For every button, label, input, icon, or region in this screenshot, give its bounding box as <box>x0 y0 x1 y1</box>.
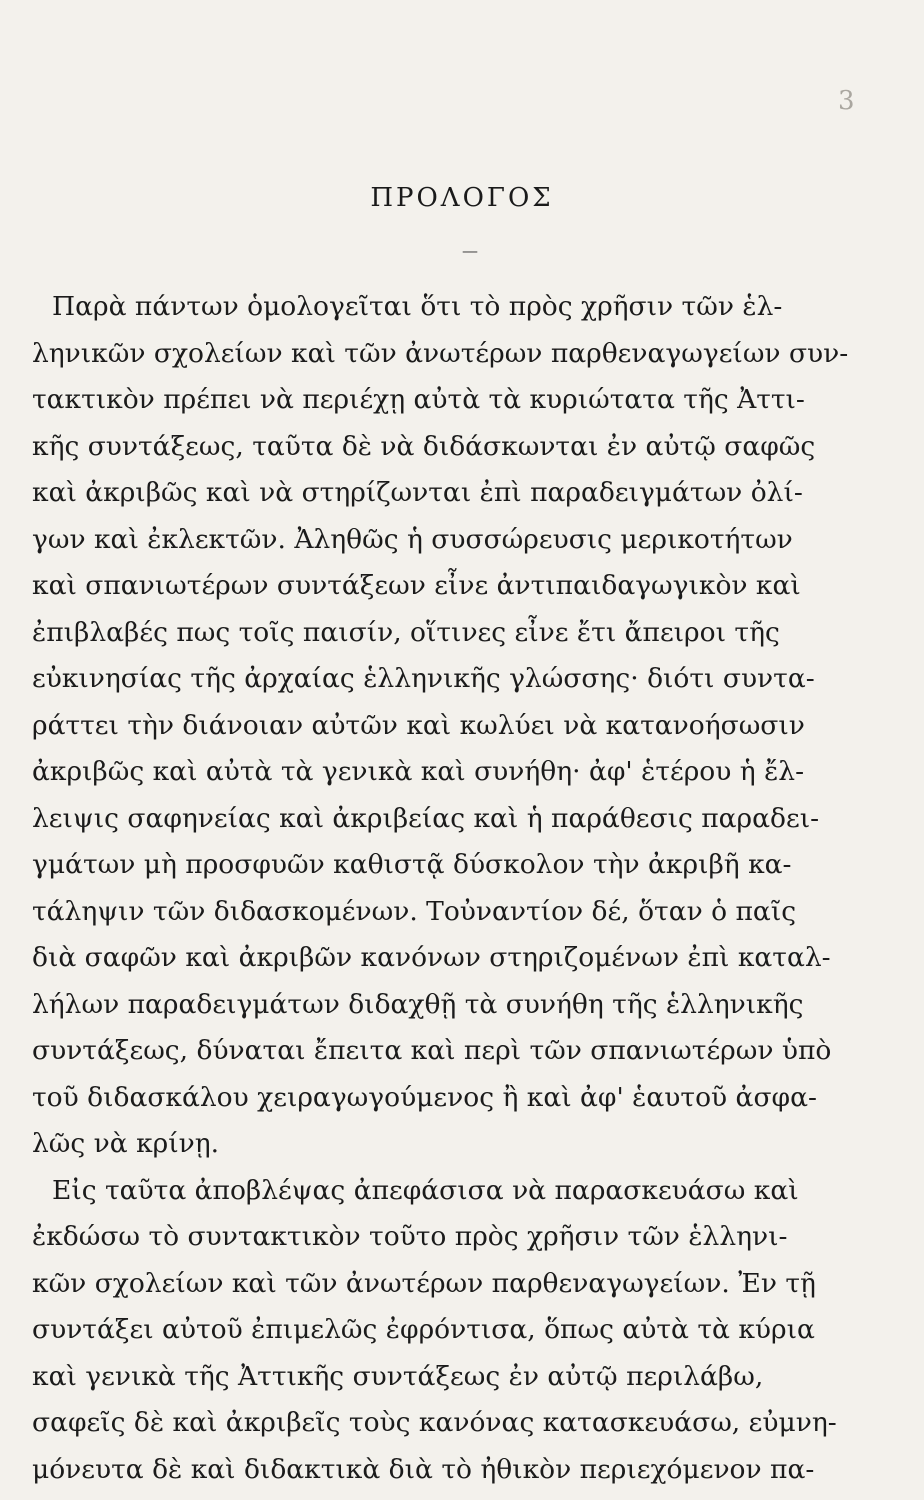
text-line: καὶ σπανιωτέρων συντάξεων εἶνε ἀντιπαιδαγωγικὸν καὶ <box>32 570 801 601</box>
text-line: συντάξεως, δύναται ἔπειτα καὶ περὶ τῶν σπανιωτέρων ὑπὸ <box>32 1035 832 1066</box>
text-line: ἀκριβῶς καὶ αὐτὰ τὰ γενικὰ καὶ συνήθη· ἀφ' ἑτέρου ἡ ἔλ- <box>32 756 805 787</box>
text-line: Παρὰ πάντων ὁμολογεῖται ὅτι τὸ πρὸς χρῆσιν τῶν ἑλ- <box>52 291 783 322</box>
text-line: λειψις σαφηνείας καὶ ἀκριβείας καὶ ἡ παράθεσις παραδει- <box>32 803 820 834</box>
text-line: διὰ σαφῶν καὶ ἀκριβῶν κανόνων στηριζομένων ἐπὶ καταλ- <box>32 942 831 973</box>
text-line: συντάξει αὐτοῦ ἐπιμελῶς ἐφρόντισα, ὅπως αὐτὰ τὰ κύρια <box>32 1314 815 1345</box>
text-line: κῆς συντάξεως, ταῦτα δὲ νὰ διδάσκωνται ἐν αὐτῷ σαφῶς <box>32 431 816 462</box>
text-line: ἐπιβλαβές πως τοῖς παισίν, οἵτινες εἶνε ἔτι ἄπειροι τῆς <box>32 617 780 648</box>
text-line: ληνικῶν σχολείων καὶ τῶν ἀνωτέρων παρθεναγωγείων συν- <box>32 338 849 369</box>
text-line: καὶ ἀκριβῶς καὶ νὰ στηρίζωνται ἐπὶ παραδειγμάτων ὀλί- <box>32 477 803 508</box>
text-line: τοῦ διδασκάλου χειραγωγούμενος ἢ καὶ ἀφ' ἑαυτοῦ ἀσφα- <box>32 1082 817 1113</box>
text-line: μόνευτα δὲ καὶ διδακτικὰ διὰ τὸ ἠθικὸν περιεχόμενον πα- <box>32 1454 815 1485</box>
text-line: Εἰς ταῦτα ἀποβλέψας ἀπεφάσισα νὰ παρασκευάσω καὶ <box>52 1175 799 1206</box>
page-title: ΠΡΟΛΟΓΟΣ <box>370 183 554 213</box>
text-line: εὐκινησίας τῆς ἀρχαίας ἑλληνικῆς γλώσσης· διότι συντα- <box>32 663 815 694</box>
text-line: λήλων παραδειγμάτων διδαχθῇ τὰ συνήθη τῆς ἑλληνικῆς <box>32 989 804 1020</box>
text-line: γμάτων μὴ προσφυῶν καθιστᾷ δύσκολον τὴν ἀκριβῆ κα- <box>32 849 792 880</box>
text-line: τάληψιν τῶν διδασκομένων. Τοὐναντίον δέ, ὅταν ὁ παῖς <box>32 896 797 927</box>
text-line: σαφεῖς δὲ καὶ ἀκριβεῖς τοὺς κανόνας κατασκευάσω, εὐμνη- <box>32 1407 837 1438</box>
page-number: 3 <box>838 86 855 116</box>
text-line: ἐκδώσω τὸ συντακτικὸν τοῦτο πρὸς χρῆσιν τῶν ἑλληνι- <box>32 1221 788 1252</box>
text-line: τακτικὸν πρέπει νὰ περιέχῃ αὐτὰ τὰ κυριώτατα τῆς Ἀττι- <box>32 384 805 415</box>
text-line: γων καὶ ἐκλεκτῶν. Ἀληθῶς ἡ συσσώρευσις μερικοτήτων <box>32 524 793 555</box>
text-line: κῶν σχολείων καὶ τῶν ἀνωτέρων παρθεναγωγείων. Ἐν τῇ <box>32 1268 816 1299</box>
title-rule: — <box>462 241 478 260</box>
text-line: λῶς νὰ κρίνῃ. <box>32 1128 220 1159</box>
text-line: καὶ γενικὰ τῆς Ἀττικῆς συντάξεως ἐν αὐτῷ περιλάβω, <box>32 1361 764 1392</box>
text-line: ράττει τὴν διάνοιαν αὐτῶν καὶ κωλύει νὰ κατανοήσωσιν <box>32 710 805 741</box>
